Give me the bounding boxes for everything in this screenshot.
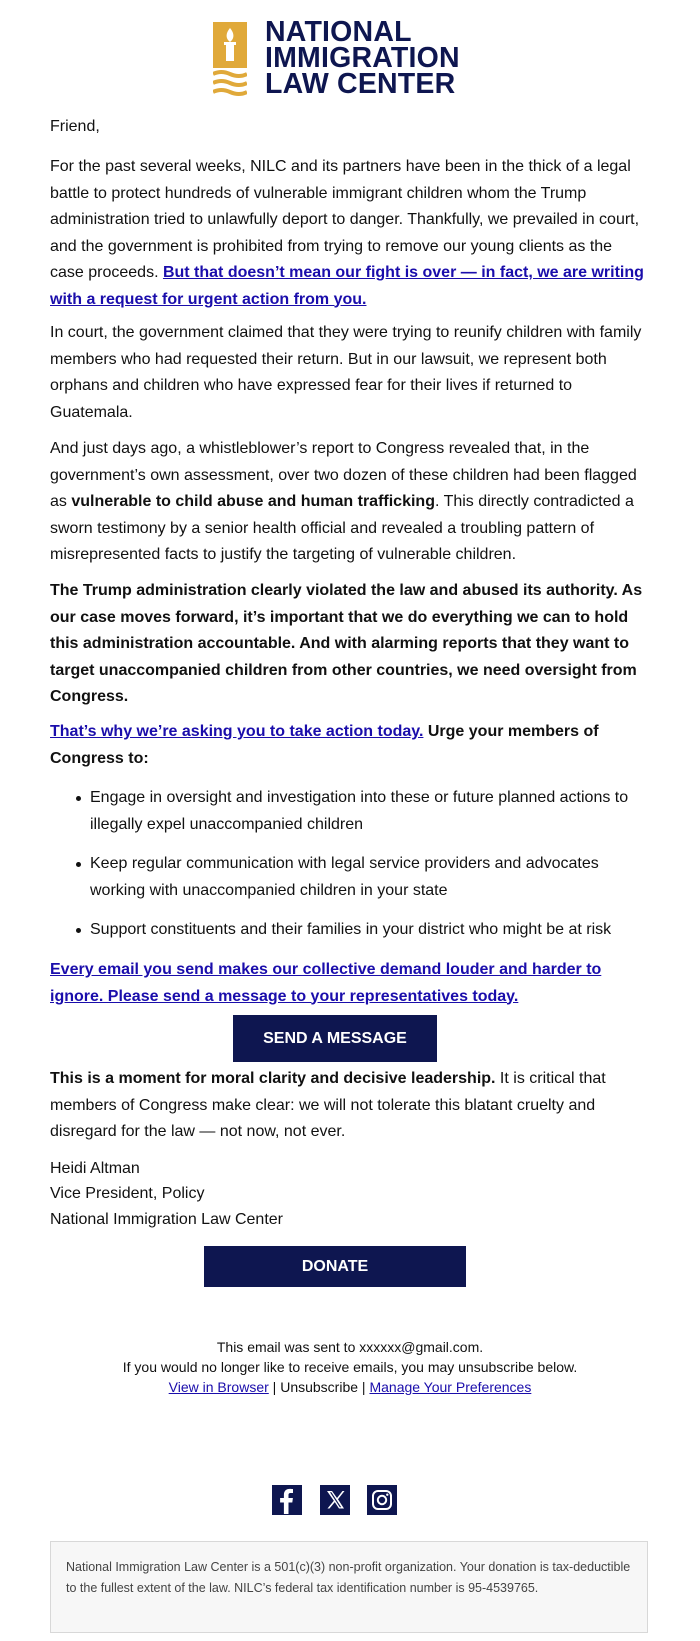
bullet-text: Support constituents and their families in your district who might be at risk bbox=[90, 921, 612, 938]
logo-line-3: LAW CENTER bbox=[265, 68, 456, 100]
facebook-icon[interactable] bbox=[272, 1485, 302, 1515]
whistleblower-bold: vulnerable to child abuse and human trafficking bbox=[71, 493, 435, 510]
send-email-link[interactable]: Every email you send makes our collective demand louder and harder to ignore. Please send a message to your representatives today. bbox=[50, 961, 602, 1005]
urge-congress-text: Urge your members of Congress to: bbox=[50, 723, 599, 767]
send-message-button[interactable]: SEND A MESSAGE bbox=[233, 1015, 437, 1062]
torch-icon bbox=[213, 22, 247, 98]
intro-text: For the past several weeks, NILC and its partners have been in the thick of a legal battle to protect hundreds of vulnerable immigrant children whom the Trump administration tried to unlawfully deport to danger. Thankfully, we prevailed in court, and the government is prohibited from trying to remove our young clients as the case proceeds. bbox=[50, 158, 640, 281]
bullet-dot bbox=[76, 796, 81, 801]
bullet-text: Keep regular communication with legal service providers and advocates working with unaccompanied children in your state bbox=[90, 855, 599, 899]
instagram-icon[interactable] bbox=[367, 1485, 397, 1515]
signature-title: Vice President, Policy bbox=[50, 1185, 205, 1202]
tax-disclaimer: National Immigration Law Center is a 501(c)(3) non-profit organization. Your donation is tax-deductible to the fullest extent of the law. NILC’s federal tax identification number is 95-4539765. bbox=[50, 1541, 648, 1633]
take-action-link[interactable]: That’s why we’re asking you to take action today. bbox=[50, 723, 424, 740]
violation-paragraph: The Trump administration clearly violated the law and abused its authority. As our case moves forward, it’s important that we do everything we can to hold this administration accountable. And with alarming reports that they want to target unaccompanied children from other countries, we need oversight from Congress. bbox=[50, 582, 643, 705]
facebook-glyph bbox=[272, 1485, 302, 1515]
instagram-glyph bbox=[367, 1485, 397, 1515]
x-icon[interactable] bbox=[320, 1485, 350, 1515]
donate-button[interactable]: DONATE bbox=[204, 1246, 466, 1287]
intro-paragraph bbox=[50, 154, 650, 313]
take-action-paragraph bbox=[50, 719, 650, 772]
list-item bbox=[90, 917, 650, 944]
moral-clarity-text: It is critical that members of Congress make clear: we will not tolerate this blatant cruelty and disregard for the law — not now, not ever. bbox=[50, 1070, 606, 1140]
x-glyph bbox=[320, 1485, 350, 1515]
whistleblower-text-2: . This directly contradicted a sworn testimony by a senior health official and revealed a troubling pattern of misrepresented facts to justify the targeting of vulnerable children. bbox=[50, 493, 634, 563]
moral-clarity-paragraph bbox=[50, 1066, 650, 1146]
footer-unsubscribe-note: If you would no longer like to receive emails, you may unsubscribe below. bbox=[122, 1359, 578, 1375]
greeting: Friend, bbox=[50, 118, 100, 135]
footer-separator: | bbox=[358, 1379, 370, 1395]
nilc-logo[interactable] bbox=[213, 16, 493, 100]
bullet-text: Engage in oversight and investigation into these or future planned actions to illegally expel unaccompanied children bbox=[90, 789, 629, 833]
list-item bbox=[90, 851, 650, 904]
logo-wordmark bbox=[265, 16, 460, 100]
send-email-paragraph bbox=[50, 957, 650, 1010]
footer-sent-to: This email was sent to xxxxxx@gmail.com. bbox=[216, 1339, 484, 1355]
signature-name: Heidi Altman bbox=[50, 1160, 140, 1177]
footer-separator: | bbox=[268, 1379, 281, 1395]
bullet-dot bbox=[76, 862, 81, 867]
whistleblower-paragraph bbox=[50, 436, 650, 569]
list-item bbox=[90, 785, 650, 838]
signature-org: National Immigration Law Center bbox=[50, 1211, 283, 1228]
manage-preferences-link[interactable]: Manage Your Preferences bbox=[369, 1379, 532, 1395]
footer-links bbox=[0, 1377, 700, 1398]
logo-line-1: NATIONAL bbox=[265, 16, 412, 48]
moral-clarity-bold: This is a moment for moral clarity and decisive leadership. bbox=[50, 1070, 496, 1087]
urgent-action-link[interactable]: But that doesn’t mean our fight is over — in fact, we are writing with a request for urgent action from you. bbox=[50, 264, 644, 308]
unsubscribe-link[interactable]: Unsubscribe bbox=[280, 1379, 359, 1395]
view-in-browser-link[interactable]: View in Browser bbox=[168, 1379, 269, 1395]
bullet-dot bbox=[76, 928, 81, 933]
whistleblower-text-1: And just days ago, a whistleblower’s report to Congress revealed that, in the government’s own assessment, over two dozen of these children had been flagged as bbox=[50, 440, 637, 510]
court-paragraph: In court, the government claimed that they were trying to reunify children with family members who had requested their return. But in our lawsuit, we represent both orphans and children who have expressed fear for their lives if returned to Guatemala. bbox=[50, 324, 642, 421]
logo-line-2: IMMIGRATION bbox=[265, 42, 460, 74]
